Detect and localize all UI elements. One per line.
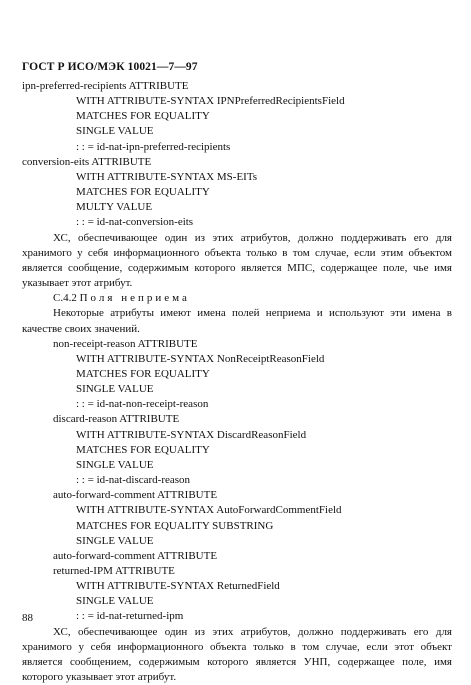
asn-line: SINGLE VALUE (76, 595, 154, 608)
section-number: С.4.2 (53, 292, 77, 305)
asn-line: non-receipt-reason ATTRIBUTE (53, 337, 198, 350)
asn-line: MATCHES FOR EQUALITY (76, 367, 210, 380)
page-number: 88 (22, 612, 33, 624)
asn-line: : : = id-nat-discard-reason (76, 474, 191, 487)
document-header: ГОСТ Р ИСО/МЭК 10021—7—97 (22, 61, 198, 73)
asn-line: SINGLE VALUE (76, 534, 154, 547)
asn-line: SINGLE VALUE (76, 125, 154, 138)
paragraph: ХС, обеспечивающее один из этих атрибутов, должно поддерживать его для хранимого у себя информационного объекта только в том случае, если этот объект является сообщением, содержимым которого является УНП, содержащее поле, имя которого указывает этот атрибут. (22, 625, 452, 684)
asn-line: MATCHES FOR EQUALITY (76, 186, 210, 199)
asn-line: : : = id-nat-conversion-eits (76, 216, 194, 229)
asn-line: discard-reason ATTRIBUTE (53, 413, 180, 426)
section-heading (22, 291, 452, 306)
section-title: Поля неприема (79, 292, 190, 305)
asn-line: SINGLE VALUE (76, 458, 154, 471)
asn-line: MATCHES FOR EQUALITY SUBSTRING (76, 519, 274, 532)
asn-line: SINGLE VALUE (76, 383, 154, 396)
paragraph: Некоторые атрибуты имеют имена полей неприема и используют эти имена в качестве своих значений. (22, 307, 452, 335)
document-body (22, 79, 452, 685)
asn-line: WITH ATTRIBUTE-SYNTAX AutoForwardCommentField (76, 504, 342, 517)
paragraph: ХС, обеспечивающее один из этих атрибутов, должно поддерживать его для хранимого у себя информационного объекта только в том случае, если этим объектом является сообщение, содержимым которого является МПС, содержащее поле, чье имя указывает этот атрибут. (22, 231, 452, 290)
asn-line: ipn-preferred-recipients ATTRIBUTE (22, 80, 189, 92)
asn-line: : : = id-nat-returned-ipm (76, 610, 184, 623)
asn-line: : : = id-nat-non-receipt-reason (76, 398, 209, 411)
asn-line: WITH ATTRIBUTE-SYNTAX MS-EITs (76, 170, 258, 183)
asn-line: WITH ATTRIBUTE-SYNTAX IPNPreferredRecipientsField (76, 95, 345, 108)
asn-line: WITH ATTRIBUTE-SYNTAX NonReceiptReasonField (76, 352, 325, 365)
asn-line: : : = id-nat-ipn-preferred-recipients (76, 140, 231, 153)
asn-line: MULTY VALUE (76, 201, 153, 214)
asn-line: WITH ATTRIBUTE-SYNTAX DiscardReasonField (76, 428, 307, 441)
asn-line: MATCHES FOR EQUALITY (76, 110, 210, 123)
asn-line: conversion-eits ATTRIBUTE (22, 155, 152, 168)
asn-line: auto-forward-comment ATTRIBUTE (53, 489, 218, 502)
asn-line: WITH ATTRIBUTE-SYNTAX ReturnedField (76, 580, 280, 593)
asn-line: returned-IPM ATTRIBUTE (53, 565, 175, 577)
asn-line: auto-forward-comment ATTRIBUTE (53, 549, 218, 562)
asn-line: MATCHES FOR EQUALITY (76, 443, 210, 456)
